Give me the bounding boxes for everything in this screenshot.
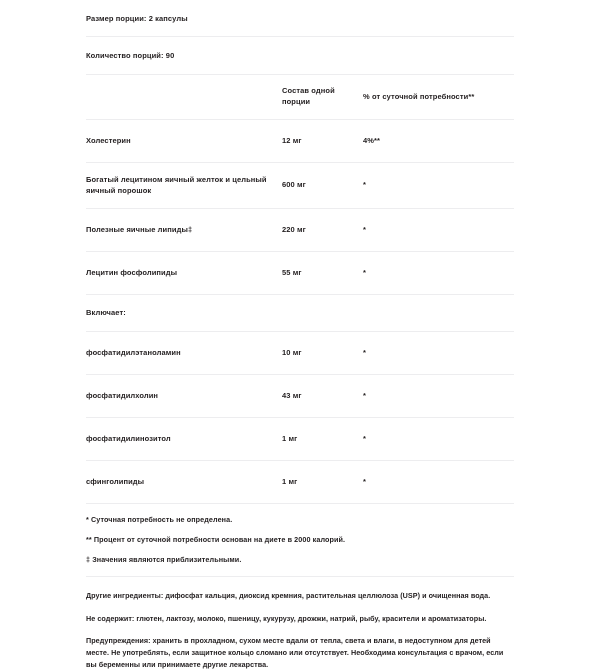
table-group-row	[86, 295, 514, 332]
supplement-facts-panel	[86, 0, 514, 670]
table-row	[86, 332, 514, 375]
table-row	[86, 163, 514, 209]
table-row	[86, 209, 514, 252]
column-header-amount-per-serving: Состав одной порции	[282, 75, 363, 120]
nutrient-name: Лецитин фосфолипиды	[86, 252, 282, 295]
nutrient-daily-value: *	[363, 461, 514, 504]
column-header-daily-value: % от суточной потребности**	[363, 75, 514, 120]
table-row	[86, 461, 514, 504]
nutrient-amount: 43 мг	[282, 375, 363, 418]
product-notes-section	[86, 577, 514, 670]
table-row	[86, 120, 514, 163]
serving-size-row	[86, 0, 514, 37]
nutrient-amount: 12 мг	[282, 120, 363, 163]
nutrient-amount: 600 мг	[282, 163, 363, 209]
footnote-daily-value-undetermined: * Суточная потребность не определена.	[86, 515, 233, 524]
footnote-approximate-values: ‡ Значения являются приблизительными.	[86, 555, 242, 564]
warnings-note: Предупреждения: хранить в прохладном, сухом месте вдали от тепла, света и влаги, в недоступном для детей месте. Не употреблять, если защитное кольцо сломано или отсутствует. Необходима консультация с врачом, если вы беременны или принимаете другие лекарства.	[86, 636, 504, 669]
serving-size-label: Размер порции: 2 капсулы	[86, 13, 188, 23]
footnotes-section	[86, 504, 514, 577]
nutrient-amount	[282, 295, 363, 332]
nutrient-name: сфинголипиды	[86, 461, 282, 504]
nutrient-daily-value: *	[363, 252, 514, 295]
servings-per-container-label: Количество порций: 90	[86, 51, 175, 60]
other-ingredients-note: Другие ингредиенты: дифосфат кальция, диоксид кремния, растительная целлюлоза (USP) и очищенная вода.	[86, 591, 491, 600]
nutrient-daily-value	[363, 295, 514, 332]
table-row	[86, 375, 514, 418]
footnote-calorie-basis: ** Процент от суточной потребности основан на диете в 2000 калорий.	[86, 535, 346, 544]
table-header-row	[86, 75, 514, 120]
column-header-nutrient	[86, 75, 282, 120]
table-header	[86, 75, 514, 120]
nutrient-daily-value: *	[363, 209, 514, 252]
table-row	[86, 418, 514, 461]
nutrient-amount: 10 мг	[282, 332, 363, 375]
supplement-facts-table	[86, 75, 514, 504]
nutrient-name: Полезные яичные липиды‡	[86, 209, 282, 252]
nutrient-amount: 220 мг	[282, 209, 363, 252]
nutrient-name: фосфатидилинозитол	[86, 418, 282, 461]
nutrient-amount: 1 мг	[282, 461, 363, 504]
nutrient-name: фосфатидилхолин	[86, 375, 282, 418]
nutrient-daily-value: 4%**	[363, 120, 514, 163]
nutrient-name: Холестерин	[86, 120, 282, 163]
nutrient-daily-value: *	[363, 332, 514, 375]
nutrient-daily-value: *	[363, 163, 514, 209]
nutrient-amount: 1 мг	[282, 418, 363, 461]
free-from-note: Не содержит: глютен, лактозу, молоко, пшеницу, кукурузу, дрожжи, натрий, рыбу, красители и ароматизаторы.	[86, 613, 487, 623]
nutrient-daily-value: *	[363, 375, 514, 418]
nutrient-daily-value: *	[363, 418, 514, 461]
nutrient-amount: 55 мг	[282, 252, 363, 295]
servings-per-container-row	[86, 37, 514, 75]
nutrient-group-label: Включает:	[86, 295, 282, 332]
nutrient-name: фосфатидилэтаноламин	[86, 332, 282, 375]
table-body	[86, 120, 514, 504]
nutrient-name: Богатый лецитином яичный желток и цельный яичный порошок	[86, 163, 282, 209]
table-row	[86, 252, 514, 295]
